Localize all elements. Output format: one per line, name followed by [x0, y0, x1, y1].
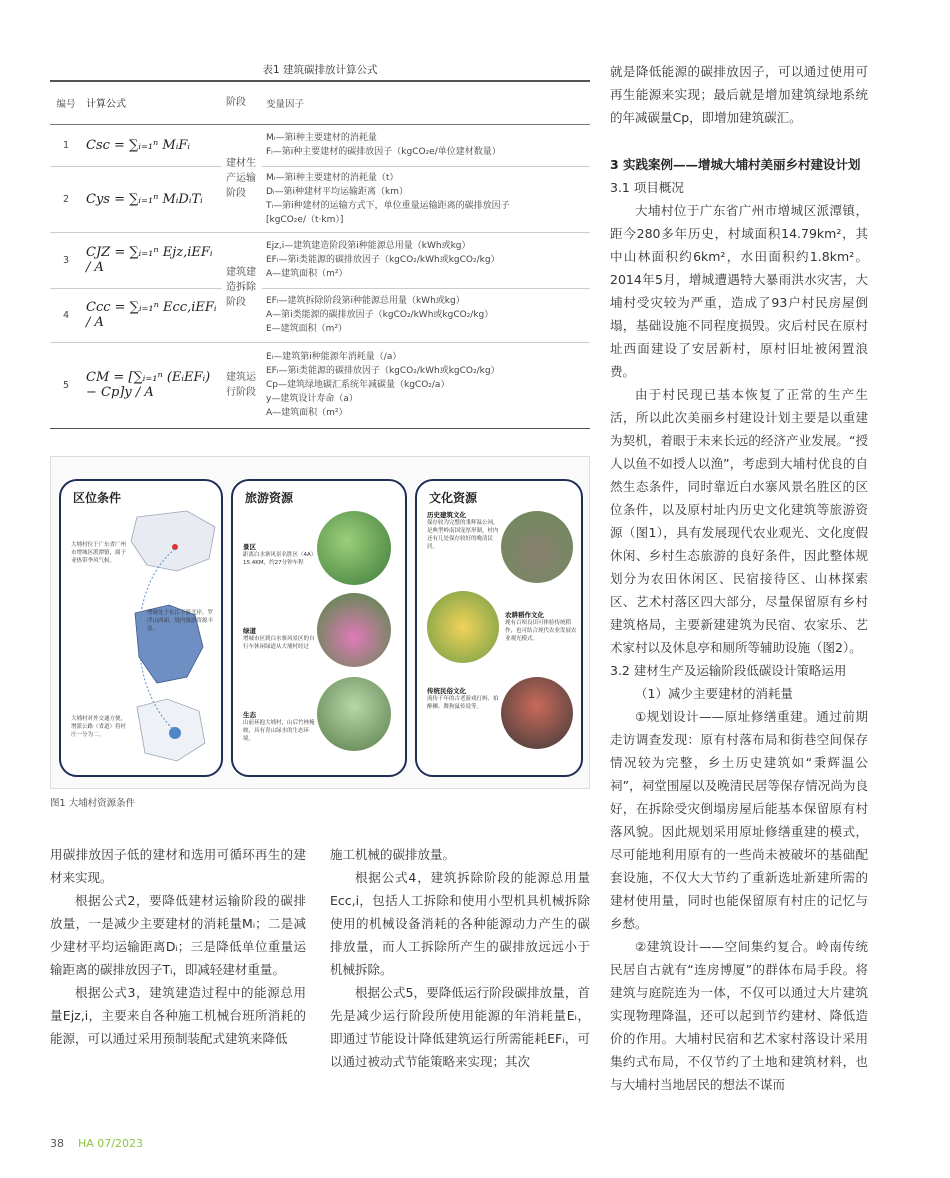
village-marker: [169, 727, 181, 739]
table-row: 3 CJZ = ∑ᵢ₌₁ⁿ Ejz,iEFᵢ / A 建筑建造拆除阶段 Ejz,i—建筑建造阶段第i种能源总用量（kWh或kg） EFᵢ—第i类能源的碳排放因子（kgCO₂/kWh或kgCO₂/kg） A—建筑面积（m²）: [50, 232, 590, 288]
panel-location: 区位条件 大埔村位于广东省广州市增城区派潭镇，属于亚热带季风气候。 增城处于东江下游北岸，罗浮山西面，境内旅游资源丰富。 大埔村对外交通方便，增派公路（省道）将村庄一分为二。: [59, 479, 223, 777]
header-vars: 变量因子: [262, 82, 590, 124]
subsection-heading: 3.2 建材生产及运输阶段低碳设计策略运用: [610, 663, 847, 678]
table-row: 5 CM = [∑ᵢ₌₁ⁿ (EᵢEFᵢ) − Cp]y / A 建筑运行阶段 Eᵢ—建筑第i种能源年消耗量（/a） EFᵢ—第i类能源的碳排放因子（kgCO₂/kWh或kgCO₂/kg） Cp—建筑绿地碳汇系统年减碳量（kgCO₂/a） y—建筑设计寿命（a） A—建筑面积（m²）: [50, 342, 590, 428]
left-column: 用碳排放因子低的建材和选用可循环再生的建材来实现。 根据公式2，要降低建材运输阶段的碳排放量，一是减少主要建材的消耗量Mᵢ；二是减少建材平均运输距离Dᵢ；三是降低单位重量运输距离的碳排放因子Tᵢ，即减轻建材重量。 根据公式3，建筑建造过程中的能源总用量Ejz,i，主要来自各种施工机械台班所消耗的能源，可以通过采用预制装配式建筑来降低: [50, 847, 306, 1046]
page-footer: [50, 1137, 143, 1150]
ancestral-hall-photo: [501, 511, 573, 583]
formula-4: Ccc = ∑ᵢ₌₁ⁿ Ecc,iEFᵢ / A: [82, 288, 222, 342]
province-map: [131, 511, 215, 571]
figure-caption: 图1 大埔村资源条件: [50, 798, 136, 809]
subsection-heading: 3.1 项目概况: [610, 180, 684, 195]
formula-5: CM = [∑ᵢ₌₁ⁿ (EᵢEFᵢ) − Cp]y / A: [82, 342, 222, 428]
rice-field-photo: [427, 591, 499, 663]
folk-custom-photo: [501, 677, 573, 749]
formula-table: [50, 82, 590, 429]
header-formula: 计算公式: [82, 82, 222, 124]
middle-column: 施工机械的碳排放量。 根据公式4，建筑拆除阶段的能源总用量Ecc,i，包括人工拆除和使用小型机具机械拆除使用的机械设备消耗的各种能源动力产生的碳排放量，而人工拆除所产生的碳排放远远小于机械拆除。 根据公式5，要降低运行阶段碳排放量，首先是减少运行阶段所使用能源的年消耗量Eᵢ，即通过节能设计降低建筑运行所需能耗EFᵢ，可以通过被动式节能策略来实现；其次: [330, 847, 590, 1069]
ecology-photo: [317, 677, 391, 751]
header-stage: 阶段: [222, 82, 262, 124]
resource-figure: [50, 456, 590, 789]
panel-culture: 文化资源 历史建筑文化 保存较为完整的秉辉温公祠，是典型岭南国宠厚形制，村内还有几处保存较好的晚清民居。 农耕稻作文化 现有百顷良田可体验传统稻作，也可结合现代农业发展农业观光模式。 传统民俗文化 流传千年的古老游戏打蚂、拍醉狮、舞狗鼠传说等。: [415, 479, 583, 777]
section-heading: 3 实践案例——增城大埔村美丽乡村建设计划: [610, 157, 861, 172]
page-number: 38: [50, 1137, 64, 1150]
stage-construction: 建筑建造拆除阶段: [222, 232, 262, 342]
panel-title: 区位条件: [73, 491, 122, 505]
formula-3: CJZ = ∑ᵢ₌₁ⁿ Ejz,iEFᵢ / A: [82, 232, 222, 288]
stage-operation: 建筑运行阶段: [222, 342, 262, 428]
panel-title: 文化资源: [429, 491, 478, 505]
location-maps: [117, 507, 221, 771]
panel-tourism: 旅游资源 景区 距离白水寨风景名胜区（4A）15.4KM，约27分钟车程 绿道 增城市区到白水寨风景区的自行车休闲绿道从大埔村经过 生态 山前环抱大埔村，山后竹林掩映，具有青山绿水的生态环境。: [231, 479, 407, 777]
table-row: 4 Ccc = ∑ᵢ₌₁ⁿ Ecc,iEFᵢ / A EFᵢ—建筑拆除阶段第i种能源总用量（kWh或kg） A—第i类能源的碳排放因子（kgCO₂/kWh或kgCO₂/kg） E—建筑面积（m²）: [50, 288, 590, 342]
stage-material: 建材生产运输阶段: [222, 124, 262, 232]
table-title: 表1 建筑碳排放计算公式: [262, 64, 378, 76]
header-no: 编号: [50, 82, 82, 124]
panel-title: 旅游资源: [245, 491, 294, 505]
greenway-photo: [317, 593, 391, 667]
sub-subsection-heading: （1）减少主要建材的消耗量: [635, 686, 793, 701]
waterfall-photo: [317, 511, 391, 585]
magazine-issue: HA 07/2023: [78, 1137, 143, 1150]
table-row: 1 Csc = ∑ᵢ₌₁ⁿ MᵢFᵢ 建材生产运输阶段 Mᵢ—第i种主要建材的消耗量 Fᵢ—第i种主要建材的碳排放因子（kgCO₂e/单位建材数量）: [50, 124, 590, 166]
formula-2: Cys = ∑ᵢ₌₁ⁿ MᵢDᵢTᵢ: [82, 166, 222, 232]
table-row: 2 Cys = ∑ᵢ₌₁ⁿ MᵢDᵢTᵢ Mᵢ—第i种主要建材的消耗量（t） Dᵢ—第i种建材平均运输距离（km） Tᵢ—第i种建材的运输方式下，单位重量运输距离的碳排放因子 [kgCO₂e/（t·km）]: [50, 166, 590, 232]
formula-1: Csc = ∑ᵢ₌₁ⁿ MᵢFᵢ: [82, 124, 222, 166]
right-column: 就是降低能源的碳排放因子，可以通过使用可再生能源来实现；最后就是增加建筑绿地系统的年减碳量Cp，即增加建筑碳汇。 3 实践案例——增城大埔村美丽乡村建设计划 3.1 项目概况 大埔村位于广东省广州市增城区派潭镇，距今280多年历史，村域面积14.79km²，其中山林面积约6km²，水田面积约1.8km²。2014年5月，增城遭遇特大暴雨洪水灾害，大埔村受灾较为严重，造成了93户村民房屋倒塌，基础设施不同程度损毁。灾后村民在原村址西面建设了安居新村，原村旧址被闲置浪费。 由于村民现已基本恢复了正常的生产生活，所以此次美丽乡村建设计划主要是以重建为契机，着眼于未来长远的经济产业发展。“授人以鱼不如授人以渔”，考虑到大埔村优良的自然生态条件，同时靠近白水寨风景名胜区的区位条件，以及原村址内历史文化建筑等旅游资源（图1），具有发展现代农业观光、文化度假休闲、乡村生态旅游的良好条件，因此整体规划分为农田休闲区、民宿接待区、山林探索区、艺术村落区四大部分，尽量保留原有乡村建筑格局，主要新建建筑为民宿、农家乐、艺术家村以及休息亭和厕所等辅助设施（图2）。 3.2 建材生产及运输阶段低碳设计策略运用 （1）减少主要建材的消耗量 ①规划设计——原址修缮重建。通过前期走访调查发现：原有村落布局和街巷空间保存情况较为完整，乡土历史建筑如“秉辉温公祠”，祠堂围屋以及晚清民居等保存情况尚为良好，在拆除受灾倒塌房屋后能基本保留原有村落风貌。因此规划采用原址修缮重建的模式，尽可能地利用原有的一些尚未被破坏的基础配套设施，不仅大大节约了重新选址新建所需的建材使用量，同时也能保留原有村庄的记忆与乡愁。 ②建筑设计——空间集约复合。岭南传统民居自古就有“连房博厦”的群体布局手段。将建筑与庭院连为一体，不仅可以通过大片建筑实现物理降温，还可以起到节约建材、降低造价的作用。大埔村民宿和艺术家村落设计采用集约式布局，不仅节约了土地和建筑材料，也与大埔村当地居民的想法不谋而: [610, 64, 868, 1092]
